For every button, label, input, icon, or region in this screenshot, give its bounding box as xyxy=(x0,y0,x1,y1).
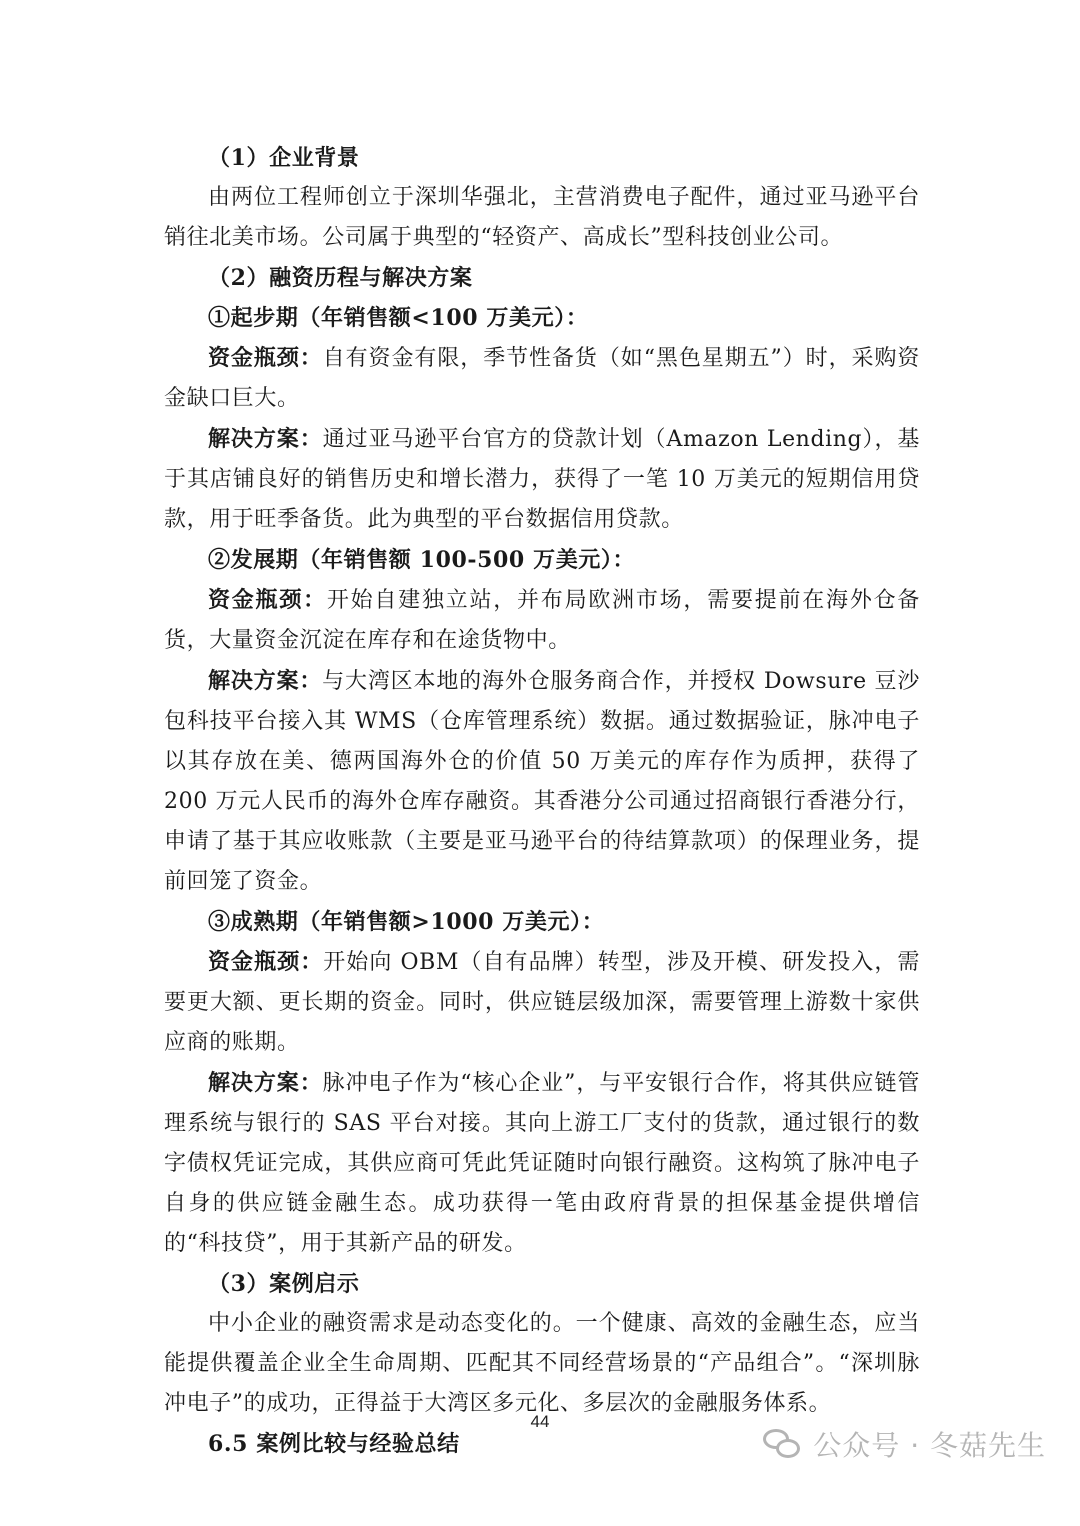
paragraph-company-background: 由两位工程师创立于深圳华强北，主营消费电子配件，通过亚马逊平台销往北美市场。公司属于典型的“轻资产、高成长”型科技创业公司。 xyxy=(164,185,920,250)
text-solution: 与大湾区本地的海外仓服务商合作，并授权 Dowsure 豆沙包科技平台接入其 WMS（仓库管理系统）数据。通过数据验证，脉冲电子以其存放在美、德两国海外仓的价值 50 万美元的库存作为质押，获得了 200 万元人民币的海外仓库存融资。其香港分公司通过招商银行香港分行，申请了基于其应收账款（主要是亚马逊平台的待结算款项）的保理业务，提前回笼了资金。 xyxy=(164,669,920,894)
label-solution: 解决方案： xyxy=(208,426,323,452)
watermark xyxy=(763,1424,1046,1464)
stage-growth-heading: ②发展期（年销售额 100-500 万美元）： xyxy=(208,547,636,573)
stage-mature-heading: ③成熟期（年销售额>1000 万美元）： xyxy=(208,909,605,935)
heading-company-background: （1）企业背景 xyxy=(208,145,360,171)
text-bottleneck: 自有资金有限，季节性备货（如“黑色星期五”）时，采购资金缺口巨大。 xyxy=(164,346,920,411)
section-title: 6.5 案例比较与经验总结 xyxy=(208,1431,460,1457)
document-body xyxy=(164,138,920,1464)
paragraph-growth-solution xyxy=(164,661,920,902)
label-bottleneck: 资金瓶颈： xyxy=(208,587,327,613)
label-bottleneck: 资金瓶颈： xyxy=(208,949,324,975)
text-solution: 通过亚马逊平台官方的贷款计划（Amazon Lending），基于其店铺良好的销售历史和增长潜力，获得了一笔 10 万美元的短期信用贷款，用于旺季备货。此为典型的平台数据信用贷款。 xyxy=(164,427,920,532)
label-solution: 解决方案： xyxy=(208,1070,323,1096)
label-solution: 解决方案： xyxy=(208,668,323,694)
heading-case-insights: （3）案例启示 xyxy=(208,1271,360,1297)
label-bottleneck: 资金瓶颈： xyxy=(208,345,323,371)
paragraph-startup-solution xyxy=(164,419,920,540)
text-bottleneck: 开始向 OBM（自有品牌）转型，涉及开模、研发投入，需要更大额、更长期的资金。同时，供应链层级加深，需要管理上游数十家供应商的账期。 xyxy=(164,950,920,1055)
stage-startup-heading: ①起步期（年销售额<100 万美元）： xyxy=(208,305,589,331)
text-bottleneck: 开始自建独立站，并布局欧洲市场，需要提前在海外仓备货，大量资金沉淀在库存和在途货物中。 xyxy=(164,588,920,653)
paragraph-case-insights: 中小企业的融资需求是动态变化的。一个健康、高效的金融生态，应当能提供覆盖企业全生命周期、匹配其不同经营场景的“产品组合”。“深圳脉冲电子”的成功，正得益于大湾区多元化、多层次的金融服务体系。 xyxy=(164,1311,920,1416)
text-solution: 脉冲电子作为“核心企业”，与平安银行合作，将其供应链管理系统与银行的 SAS 平台对接。其向上游工厂支付的货款，通过银行的数字债权凭证完成，其供应商可凭此凭证随时向银行融资。这构筑了脉冲电子自身的供应链金融生态。成功获得一笔由政府背景的担保基金提供增信的“科技贷”，用于其新产品的研发。 xyxy=(164,1071,920,1256)
wechat-icon xyxy=(763,1427,803,1461)
heading-financing-history: （2）融资历程与解决方案 xyxy=(208,265,473,291)
paragraph-mature-solution xyxy=(164,1063,920,1264)
paragraph-mature-bottleneck xyxy=(164,942,920,1063)
paragraph-growth-bottleneck xyxy=(164,580,920,661)
page-number: 44 xyxy=(530,1412,550,1431)
paragraph-startup-bottleneck xyxy=(164,338,920,419)
watermark-text: 公众号 · 冬菇先生 xyxy=(813,1429,1046,1462)
